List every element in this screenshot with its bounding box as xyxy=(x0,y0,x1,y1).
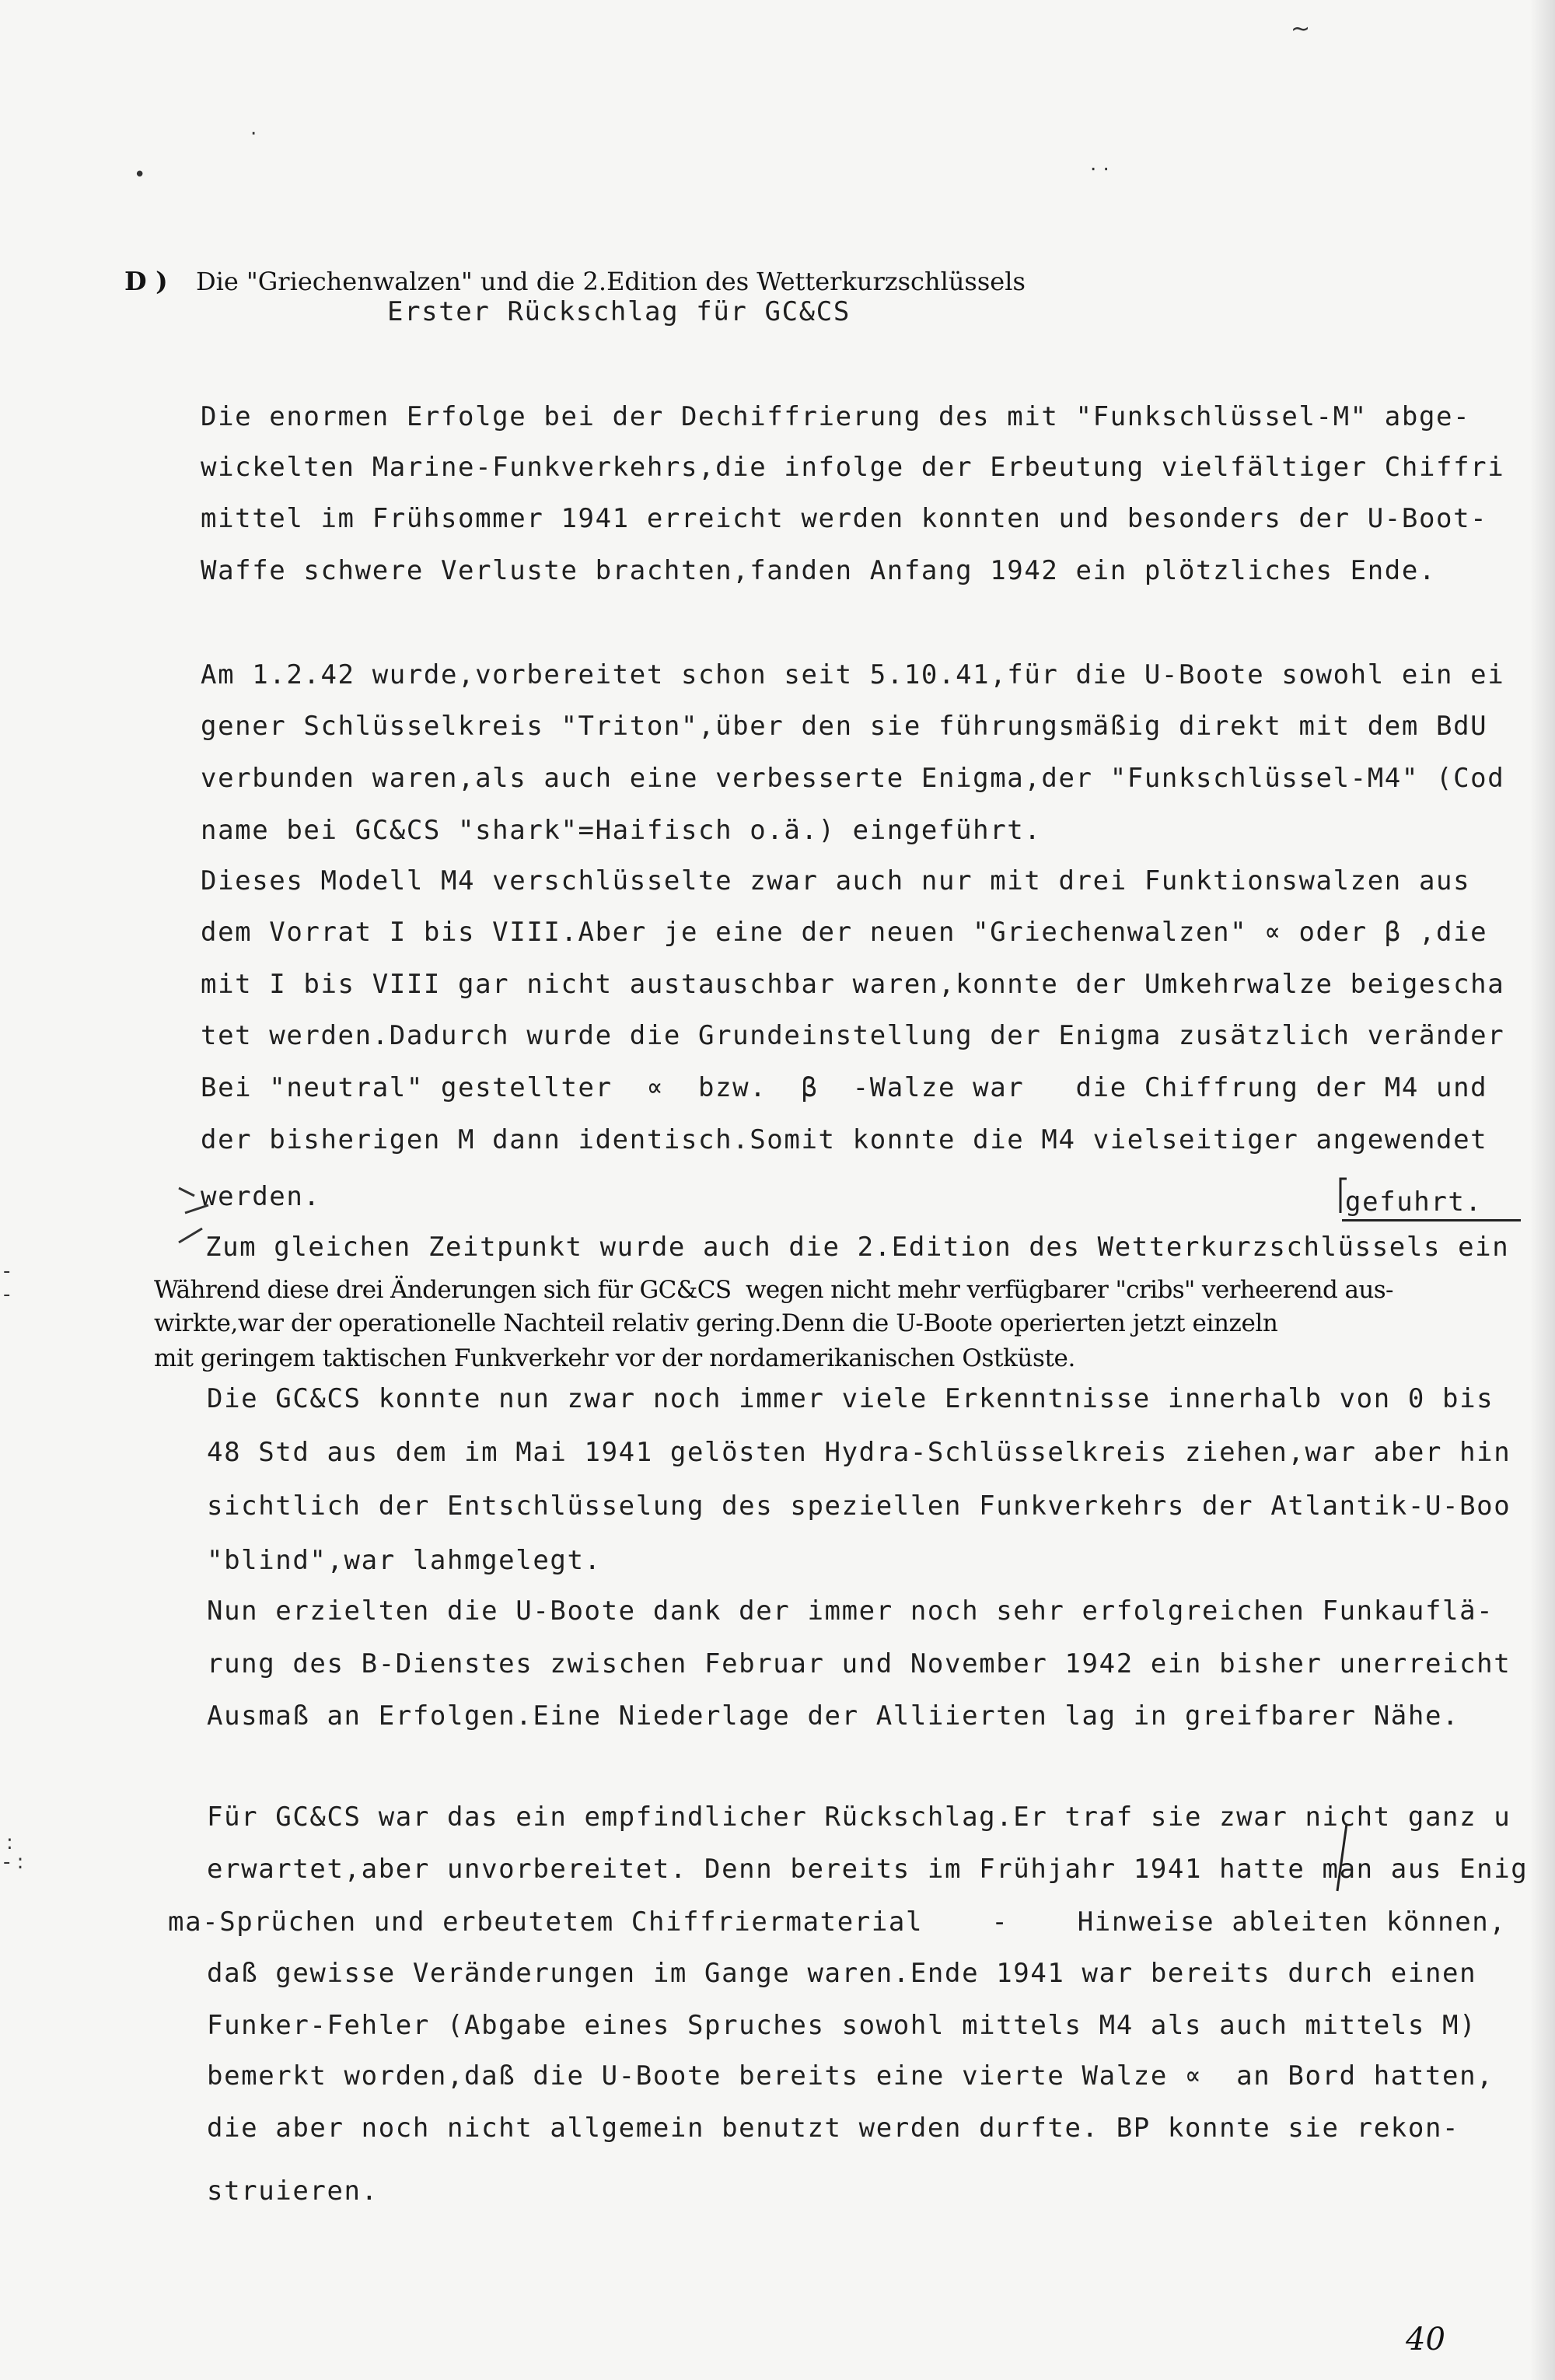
paragraph-2-line: mit I bis VIII gar nicht austauschbar waren,konnte der Umkehrwalze beigescha xyxy=(201,969,1505,1000)
handwritten-insert-line: wirkte,war der operationelle Nachteil relativ gering.Denn die U-Boote operierten jetzt einzeln xyxy=(154,1309,1278,1337)
paragraph-2-line: name bei GC&CS "shark"=Haifisch o.ä.) eingeführt. xyxy=(201,815,1042,846)
paragraph-4-line: 48 Std aus dem im Mai 1941 gelösten Hydra-Schlüsselkreis ziehen,war aber hin xyxy=(207,1437,1511,1468)
paragraph-2-line: Am 1.2.42 wurde,vorbereitet schon seit 5.10.41,für die U-Boote sowohl ein ei xyxy=(201,659,1505,690)
paragraph-5-line: bemerkt worden,daß die U-Boote bereits eine vierte Walze ∝ an Bord hatten, xyxy=(207,2060,1494,2092)
paragraph-4-line: sichtlich der Entschlüsselung des speziellen Funkverkehrs der Atlantik-U-Boo xyxy=(207,1491,1511,1522)
paragraph-2-line: der bisherigen M dann identisch.Somit konnte die M4 vielseitiger angewendet xyxy=(201,1124,1488,1155)
scan-speck: ~ xyxy=(1291,16,1311,43)
paragraph-1-line: Die enormen Erfolge bei der Dechiffrierung des mit "Funkschlüssel-M" abge- xyxy=(201,401,1471,432)
paragraph-4-line: rung des B-Dienstes zwischen Februar und November 1942 ein bisher unerreicht xyxy=(207,1648,1511,1679)
paragraph-1-line: wickelten Marine-Funkverkehrs,die infolge der Erbeutung vielfältiger Chiffri xyxy=(201,452,1505,483)
paragraph-5-line: Funker-Fehler (Abgabe eines Spruches sowohl mittels M4 als auch mittels M) xyxy=(207,2010,1477,2041)
scan-speck: - : xyxy=(3,1851,24,1874)
section-subtitle: Erster Rückschlag für GC&CS xyxy=(387,296,851,327)
annotation-underline xyxy=(1342,1219,1521,1221)
paragraph-5-line: struieren. xyxy=(207,2176,379,2207)
paragraph-5-line: erwartet,aber unvorbereitet. Denn bereits im Frühjahr 1941 hatte man aus Enig xyxy=(207,1854,1529,1885)
paragraph-2-line: gener Schlüsselkreis "Triton",über den sie führungsmäßig direkt mit dem BdU xyxy=(201,711,1488,742)
section-title: Die "Griechenwalzen" und die 2.Edition des Wetterkurzschlüssels xyxy=(196,267,1026,296)
paragraph-4-line: "blind",war lahmgelegt. xyxy=(207,1545,602,1576)
paragraph-5-line: ma-Sprüchen und erbeutetem Chiffriermaterial - Hinweise ableiten können, xyxy=(168,1906,1507,1938)
scan-speck: • xyxy=(134,163,146,187)
paragraph-1-line: mittel im Frühsommer 1941 erreicht werden konnten und besonders der U-Boot- xyxy=(201,503,1488,534)
handwritten-annotation: gefuhrt. xyxy=(1345,1187,1483,1218)
paragraph-4-line: Die GC&CS konnte nun zwar noch immer viele Erkenntnisse innerhalb von 0 bis xyxy=(207,1383,1494,1414)
handwritten-insert-line: mit geringem taktischen Funkverkehr vor der nordamerikanischen Ostküste. xyxy=(154,1344,1075,1372)
paragraph-5-line: daß gewisse Veränderungen im Gange waren.Ende 1941 war bereits durch einen xyxy=(207,1958,1477,1989)
paragraph-2-line: dem Vorrat I bis VIII.Aber je eine der neuen "Griechenwalzen" ∝ oder β ,die xyxy=(201,917,1488,948)
page-number: 40 xyxy=(1406,2322,1445,2357)
paragraph-5-line: die aber noch nicht allgemein benutzt werden durfte. BP konnte sie rekon- xyxy=(207,2113,1460,2144)
paragraph-4-line: Ausmaß an Erfolgen.Eine Niederlage der Alliierten lag in greifbarer Nähe. xyxy=(207,1700,1460,1732)
scan-speck: - xyxy=(3,1283,11,1306)
paragraph-1-line: Waffe schwere Verluste brachten,fanden Anfang 1942 ein plötzliches Ende. xyxy=(201,555,1437,586)
handwritten-insert-line: Während diese drei Änderungen sich für GC&CS wegen nicht mehr verfügbarer "cribs" verheerend aus- xyxy=(154,1276,1393,1304)
paragraph-4-line: Nun erzielten die U-Boote dank der immer noch sehr erfolgreichen Funkauflä- xyxy=(207,1595,1494,1627)
paragraph-3-line: Zum gleichen Zeitpunkt wurde auch die 2.Edition des Wetterkurzschlüssels ein xyxy=(205,1232,1510,1263)
paragraph-2-line: Bei "neutral" gestellter ∝ bzw. β -Walze war die Chiffrung der M4 und xyxy=(201,1072,1488,1103)
section-letter: D ) xyxy=(124,266,168,296)
scan-speck: - xyxy=(3,1260,11,1283)
paragraph-2-line: tet werden.Dadurch wurde die Grundeinstellung der Enigma zusätzlich veränder xyxy=(201,1020,1505,1051)
paragraph-5-line: Für GC&CS war das ein empfindlicher Rückschlag.Er traf sie zwar nicht ganz u xyxy=(207,1802,1511,1833)
paragraph-2-line: Dieses Modell M4 verschlüsselte zwar auch nur mit drei Funktionswalzen aus xyxy=(201,865,1471,896)
insertion-stroke xyxy=(1330,1816,1361,1894)
scan-speck: . . xyxy=(1090,152,1109,176)
scan-speck: : xyxy=(6,1831,13,1854)
page-edge-shadow xyxy=(1530,0,1555,2380)
paragraph-2-line: verbunden waren,als auch eine verbesserte Enigma,der "Funkschlüssel-M4" (Cod xyxy=(201,763,1505,794)
paragraph-2-line: werden. xyxy=(201,1181,321,1212)
scan-speck: . xyxy=(250,117,257,140)
